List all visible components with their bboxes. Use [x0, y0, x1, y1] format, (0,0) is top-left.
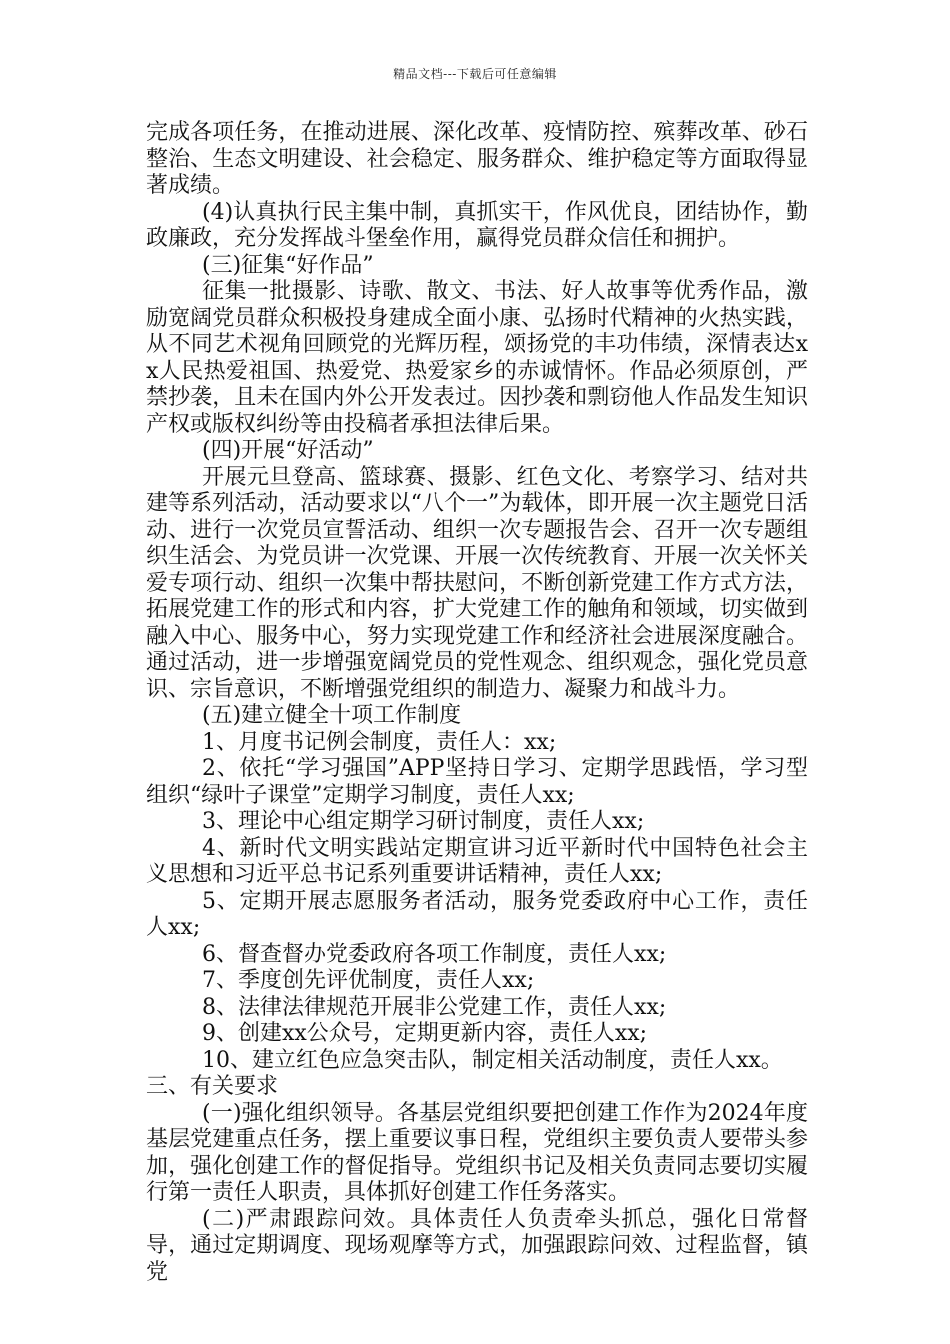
list-item-system-3: 3、理论中心组定期学习研讨制度，责任人xx; [202, 809, 645, 834]
paragraph-democratic-centralism: (4)认真执行民主集中制，真抓实干，作风优良，团结协作，勤政廉政，充分发挥战斗堡垒作用，赢得党员群众信任和拥护。 [146, 199, 808, 251]
paragraph-organizational-leadership: (一)强化组织领导。各基层党组织要把创建工作作为2024年度基层党建重点任务，摆上重要议事日程，党组织主要负责人要带头参加，强化创建工作的督促指导。党组织书记及相关负责同志要切实履行第一责任人职责，具体抓好创建工作任务落实。 [146, 1100, 808, 1205]
paragraph-good-works: 征集一批摄影、诗歌、散文、书法、好人故事等优秀作品，激励宽阔党员群众积极投身建成全面小康、弘扬时代精神的火热实践，从不同艺术视角回顾党的光辉历程，颂扬党的丰功伟绩，深情表达xx人民热爱祖国、热爱党、热爱家乡的赤诚情怀。作品必须原创，严禁抄袭，且未在国内外公开发表过。因抄袭和剽窃他人作品发生知识产权或版权纠纷等由投稿者承担法律后果。 [146, 279, 808, 437]
section-heading-requirements: 三、有关要求 [146, 1074, 279, 1099]
list-item-system-7: 7、季度创先评优制度，责任人xx; [202, 968, 535, 993]
list-item-system-4: 4、新时代文明实践站定期宣讲习近平新时代中国特色社会主义思想和习近平总书记系列重要讲话精神，责任人xx; [146, 835, 808, 887]
list-item-system-8: 8、法律法律规范开展非公党建工作，责任人xx; [202, 994, 667, 1020]
list-item-system-2: 2、依托“学习强国”APP坚持日学习、定期学思践悟，学习型组织“绿叶子课堂”定期学习制度，责任人xx; [146, 756, 808, 808]
list-item-system-1: 1、月度书记例会制度，责任人：xx; [202, 729, 557, 755]
paragraph-good-activities: 开展元旦登高、篮球赛、摄影、红色文化、考察学习、结对共建等系列活动，活动要求以“八个一”为载体，即开展一次主题党日活动、进行一次党员宣誓活动、组织一次专题报告会、召开一次专题组织生活会、为党员讲一次党课、开展一次传统教育、开展一次关怀关爱专项行动、组织一次集中帮扶慰问，不断创新党建工作方式方法，拓展党建工作的形式和内容，扩大党建工作的触角和领域，切实做到融入中心、服务中心，努力实现党建工作和经济社会进展深度融合。通过活动，进一步增强宽阔党员的党性观念、组织观念，强化党员意识、宗旨意识，不断增强党组织的制造力、凝聚力和战斗力。 [146, 464, 808, 702]
paragraph-tracking-accountability: (二)严肃跟踪问效。具体责任人负责牵头抓总，强化日常督导，通过定期调度、现场观摩等方式，加强跟踪问效、过程监督，镇党 [146, 1206, 808, 1285]
page-header: 精品文档---下载后可任意编辑 [393, 67, 557, 81]
list-item-system-10: 10、建立红色应急突击队，制定相关活动制度，责任人xx。 [202, 1047, 783, 1073]
document-body [146, 120, 808, 1286]
paragraph-tasks-completion: 完成各项任务，在推动进展、深化改革、疫情防控、殡葬改革、砂石整治、生态文明建设、社会稳定、服务群众、维护稳定等方面取得显著成绩。 [146, 120, 808, 198]
list-item-system-5: 5、定期开展志愿服务者活动，服务党委政府中心工作，责任人xx; [146, 888, 808, 940]
list-item-system-9: 9、创建xx公众号，定期更新内容，责任人xx; [202, 1021, 648, 1046]
section-heading-good-activities: (四)开展“好活动” [202, 438, 374, 463]
list-item-system-6: 6、督查督办党委政府各项工作制度，责任人xx; [202, 941, 667, 967]
section-heading-good-works: (三)征集“好作品” [202, 252, 374, 278]
section-heading-ten-systems: (五)建立健全十项工作制度 [202, 703, 462, 728]
